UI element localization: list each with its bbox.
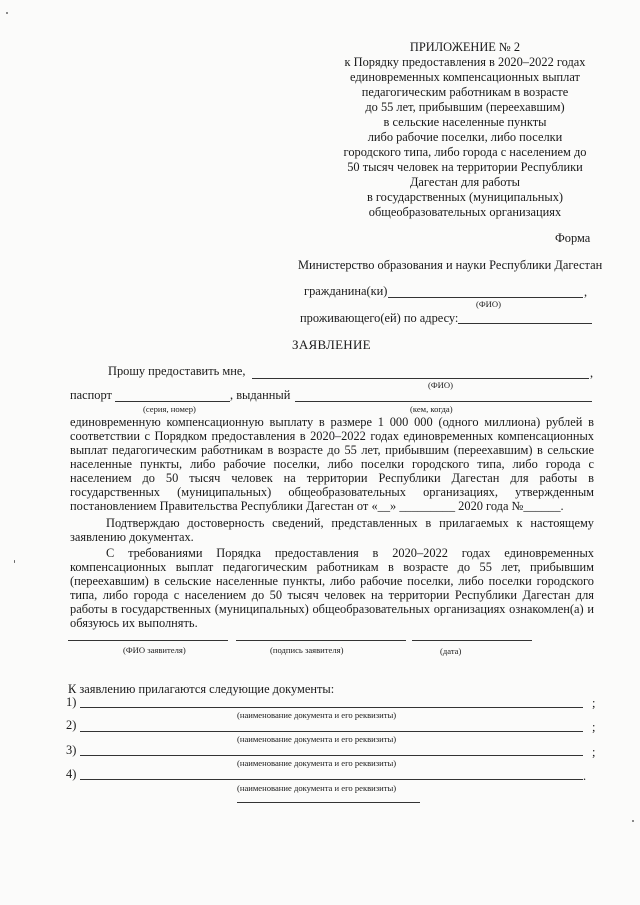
date-line[interactable]	[412, 640, 532, 641]
applicant-signature-line[interactable]	[236, 640, 406, 641]
attachment-number: 3)	[66, 743, 77, 757]
confirm-line: Подтверждаю достоверность сведений, представленных в прилагаемых к настоящему	[106, 516, 594, 530]
request-label: Прошу предоставить мне,	[108, 364, 246, 378]
appendix-title: ПРИЛОЖЕНИЕ № 2	[409, 40, 521, 54]
scan-speck	[14, 560, 15, 563]
passport-number-line[interactable]	[115, 401, 230, 402]
appendix-line: Дагестан для работы	[409, 175, 521, 189]
appendix-line: в сельские населенные пункты	[383, 115, 547, 129]
appendix-line: педагогическим работникам в возрасте	[361, 85, 569, 99]
address-label: проживающего(ей) по адресу:	[300, 311, 459, 325]
body-line: соответствии с Порядком предоставления в 2020–2022 годах единовременных компенсационных	[70, 429, 594, 443]
applicant-fio-line[interactable]	[68, 640, 228, 641]
body-line: выплат педагогическим работникам в возрасте до 55 лет, прибывшим (переехавшим) в сельские	[70, 443, 594, 457]
request-fio-caption: (ФИО)	[428, 380, 453, 390]
requirements-line: С требованиями Порядка предоставления в 2020–2022 годах единовременных	[106, 546, 594, 560]
appendix-line: городского типа, либо города с населением до	[343, 145, 587, 159]
attachment-end: ;	[592, 696, 596, 710]
request-fio-line[interactable]	[252, 378, 589, 379]
citizen-label: гражданина(ки)	[304, 284, 388, 298]
appendix-line: в государственных (муниципальных)	[366, 190, 564, 204]
appendix-line: единовременных компенсационных выплат	[350, 70, 580, 84]
scan-speck	[632, 820, 634, 822]
appendix-line: до 55 лет, прибывшим (переехавшим)	[365, 100, 565, 114]
attachment-line[interactable]	[80, 779, 583, 780]
requirements-line: работы в государственных (муниципальных) общеобразовательных организациях ознакомлен(а) и	[70, 602, 594, 616]
appendix-line: 50 тысяч человек на территории Республики	[347, 160, 583, 174]
body-line: населенные пункты, либо рабочие поселки, либо поселки городского типа, либо города с	[70, 457, 594, 471]
attachment-line[interactable]	[80, 707, 583, 708]
citizen-fio-line[interactable]	[388, 297, 583, 298]
attachment-line[interactable]	[80, 731, 583, 732]
date-caption: (дата)	[440, 646, 462, 656]
requirements-line: компенсационных выплат педагогическим работникам в возрасте до 55 лет, прибывшим	[70, 560, 594, 574]
issued-label: , выданный	[230, 388, 291, 402]
body-line: постановлением Правительства Республики Дагестан от «__» _________ 2020 года №______.	[70, 499, 564, 513]
form-label: Форма	[555, 231, 591, 245]
request-end: ,	[590, 366, 594, 380]
ministry-name: Министерство образования и науки Республики Дагестан	[298, 258, 603, 272]
attachment-number: 2)	[66, 718, 77, 732]
fio-caption: (ФИО заявителя)	[123, 645, 186, 655]
passport-label: паспорт	[70, 388, 112, 402]
confirm-line: заявлению документах.	[70, 530, 194, 544]
requirements-line: обязуюсь их выполнять.	[70, 616, 198, 630]
attachment-end: ;	[592, 745, 596, 759]
attachment-number: 1)	[66, 695, 77, 709]
citizen-end: ,	[584, 285, 588, 299]
extra-attachment-line[interactable]	[237, 802, 420, 803]
attachment-line[interactable]	[80, 755, 583, 756]
statement-title: ЗАЯВЛЕНИЕ	[292, 337, 371, 352]
attachment-end: .	[583, 769, 587, 783]
requirements-line: типа, либо города с населением до 50 тысяч человек на территории Республики Дагестан для	[70, 588, 594, 602]
body-line: единовременную компенсационную выплату в размере 1 000 000 (одного миллиона) рублей в	[70, 415, 594, 429]
attachment-end: ;	[592, 720, 596, 734]
body-line: населением до 50 тысяч человек на территории Республики Дагестан для работы в	[70, 471, 594, 485]
attachment-caption: (наименование документа и его реквизиты)	[237, 758, 397, 768]
appendix-line: к Порядку предоставления в 2020–2022 годах	[344, 55, 586, 69]
appendix-line: общеобразовательных организациях	[368, 205, 562, 219]
citizen-fio-caption: (ФИО)	[476, 299, 501, 309]
attachments-intro: К заявлению прилагаются следующие документы:	[68, 682, 335, 696]
appendix-line: либо рабочие поселки, либо поселки	[367, 130, 563, 144]
requirements-line: (переехавшим) в сельские населенные пункты, либо рабочие поселки, либо поселки городского	[70, 574, 594, 588]
scan-speck	[6, 12, 8, 14]
signature-caption: (подпись заявителя)	[270, 645, 344, 655]
attachment-caption: (наименование документа и его реквизиты)	[237, 710, 397, 720]
attachment-caption: (наименование документа и его реквизиты)	[237, 783, 397, 793]
issued-caption: (кем, когда)	[410, 404, 453, 414]
passport-caption: (серия, номер)	[143, 404, 196, 414]
attachment-caption: (наименование документа и его реквизиты)	[237, 734, 397, 744]
body-line: государственных (муниципальных) общеобразовательных организациях, утвержденным	[70, 485, 594, 499]
address-line[interactable]	[458, 323, 592, 324]
attachment-number: 4)	[66, 767, 77, 781]
issued-by-line[interactable]	[295, 401, 592, 402]
